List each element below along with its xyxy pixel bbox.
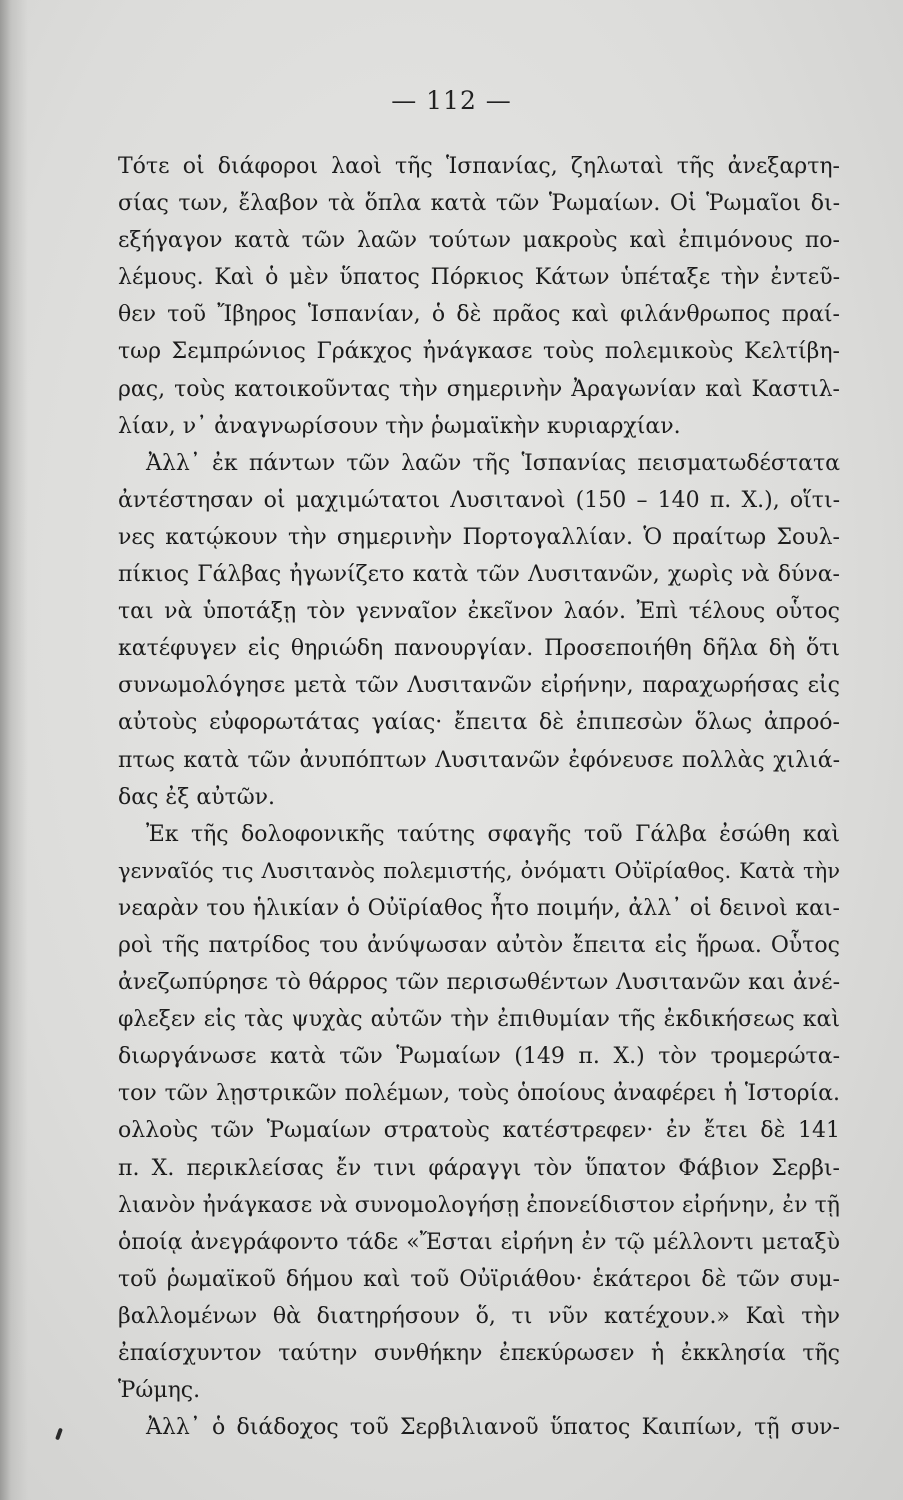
text-line: βαλλομένων θὰ διατηρήσουν ὅ, τι νῦν κατέχουν.» Καὶ τὴν — [118, 1303, 840, 1329]
spine-shadow — [0, 0, 28, 1500]
text-line: αὐτοὺς εὐφορωτάτας γαίας· ἔπειτα δὲ ἐπιπεσὼν ὅλως ἀπροό- — [118, 710, 840, 736]
text-line: κατέφυγεν εἰς θηριώδη πανουργίαν. Προσεποιήθη δῆλα δὴ ὅτι — [118, 636, 840, 662]
text-line: εξήγαγον κατὰ τῶν λαῶν τούτων μακροὺς καὶ ἐπιμόνους πο- — [118, 228, 840, 254]
text-line: τωρ Σεμπρώνιος Γράκχος ἠνάγκασε τοὺς πολεμικοὺς Κελτίβη- — [118, 339, 840, 365]
body-text — [118, 148, 840, 1446]
text-line: ἐπαίσχυντον ταύτην συνθήκην ἐπεκύρωσεν ἡ ἐκκλησία τῆς — [118, 1341, 840, 1366]
text-line: σίας των, ἔλαβον τὰ ὅπλα κατὰ τῶν Ῥωμαίων. Οἱ Ῥωμαῖοι δι- — [118, 191, 840, 217]
text-line: ροὶ τῆς πατρίδος του ἀνύψωσαν αὐτὸν ἔπειτα εἰς ἥρωα. Οὗτος — [118, 932, 840, 958]
text-line: νεαρὰν του ἡλικίαν ὁ Οὐϊρίαθος ἦτο ποιμήν, ἀλλ᾽ οἱ δεινοὶ και- — [118, 895, 840, 921]
text-line: Ἀλλ᾽ ὁ διάδοχος τοῦ Σερβιλιανοῦ ὕπατος Καιπίων, τῇ συν- — [146, 1415, 840, 1441]
text-line: τοῦ ῥωμαϊκοῦ δήμου καὶ τοῦ Οὐϊριάθου· ἑκάτεροι δὲ τῶν συμ- — [118, 1266, 840, 1292]
text-line: συνωμολόγησε μετὰ τῶν Λυσιτανῶν εἰρήνην, παραχωρήσας εἰς — [118, 673, 840, 699]
text-line: ρας, τοὺς κατοικοῦντας τὴν σημερινὴν Ἀραγωνίαν καὶ Καστιλ- — [118, 376, 840, 402]
text-line: πίκιος Γάλβας ἠγωνίζετο κατὰ τῶν Λυσιτανῶν, χωρὶς νὰ δύνα- — [118, 562, 840, 588]
text-line: γενναῖός τις Λυσιτανὸς πολεμιστής, ὀνόματι Οὐϊρίαθος. Κατὰ τὴν — [118, 858, 840, 883]
text-line: ἀντέστησαν οἱ μαχιμώτατοι Λυσιτανοὶ (150 – 140 π. Χ.), οἵτι- — [118, 487, 840, 513]
text-line: ἀνεζωπύρησε τὸ θάρρος τῶν περισωθέντων Λυσιτανῶν και ἀνέ- — [118, 970, 840, 996]
text-line: διωργάνωσε κατὰ τῶν Ῥωμαίων (149 π. Χ.) τὸν τρομερώτα- — [118, 1044, 840, 1070]
text-line: δας ἐξ αὐτῶν. — [118, 784, 276, 810]
text-line: λέμους. Καὶ ὁ μὲν ὕπατος Πόρκιος Κάτων ὑπέταξε τὴν ἐντεῦ- — [118, 265, 840, 291]
text-line: ὁποίᾳ ἀνεγράφοντο τάδε «Ἔσται εἰρήνη ἐν τῷ μέλλοντι μεταξὺ — [118, 1229, 840, 1255]
text-line: Ῥώμης. — [118, 1378, 201, 1404]
text-line: π. Χ. περικλείσας ἔν τινι φάραγγι τὸν ὕπατον Φάβιον Σερβι- — [118, 1155, 840, 1181]
text-line: τον τῶν λῃστρικῶν πολέμων, τοὺς ὁποίους ἀναφέρει ἡ Ἱστορία. — [118, 1081, 840, 1107]
text-line: Ἀλλ᾽ ἐκ πάντων τῶν λαῶν τῆς Ἱσπανίας πεισματωδέστατα — [146, 450, 840, 476]
text-line: Ἐκ τῆς δολοφονικῆς ταύτης σφαγῆς τοῦ Γάλβα ἐσώθη καὶ — [146, 821, 840, 847]
ink-mark — [55, 1428, 63, 1441]
text-line: λιανὸν ἠνάγκασε νὰ συνομολογήσῃ ἐπονείδιστον εἰρήνην, ἐν τῇ — [118, 1192, 840, 1218]
text-line: λίαν, ν᾽ ἀναγνωρίσουν τὴν ῥωμαϊκὴν κυριαρχίαν. — [118, 413, 681, 439]
text-line: νες κατῴκουν τὴν σημερινὴν Πορτογαλλίαν. Ὁ πραίτωρ Σουλ- — [118, 524, 840, 550]
text-line: ολλοὺς τῶν Ῥωμαίων στρατοὺς κατέστρεφεν· ἐν ἔτει δὲ 141 — [118, 1118, 840, 1144]
text-line: θεν τοῦ Ἴβηρος Ἱσπανίαν, ὁ δὲ πρᾶος καὶ φιλάνθρωπος πραί- — [118, 302, 840, 328]
text-line: φλεξεν εἰς τὰς ψυχὰς αὐτῶν τὴν ἐπιθυμίαν τῆς ἐκδικήσεως καὶ — [118, 1007, 840, 1033]
page-number: — 112 — — [391, 86, 512, 115]
text-line: Τότε οἱ διάφοροι λαοὶ τῆς Ἱσπανίας, ζηλωταὶ τῆς ἀνεξαρτη- — [118, 154, 840, 179]
text-line: πτως κατὰ τῶν ἀνυπόπτων Λυσιτανῶν ἐφόνευσε πολλὰς χιλιά- — [118, 747, 840, 773]
text-line: ται νὰ ὑποτάξῃ τὸν γενναῖον ἐκεῖνον λαόν. Ἐπὶ τέλους οὗτος — [118, 599, 840, 625]
